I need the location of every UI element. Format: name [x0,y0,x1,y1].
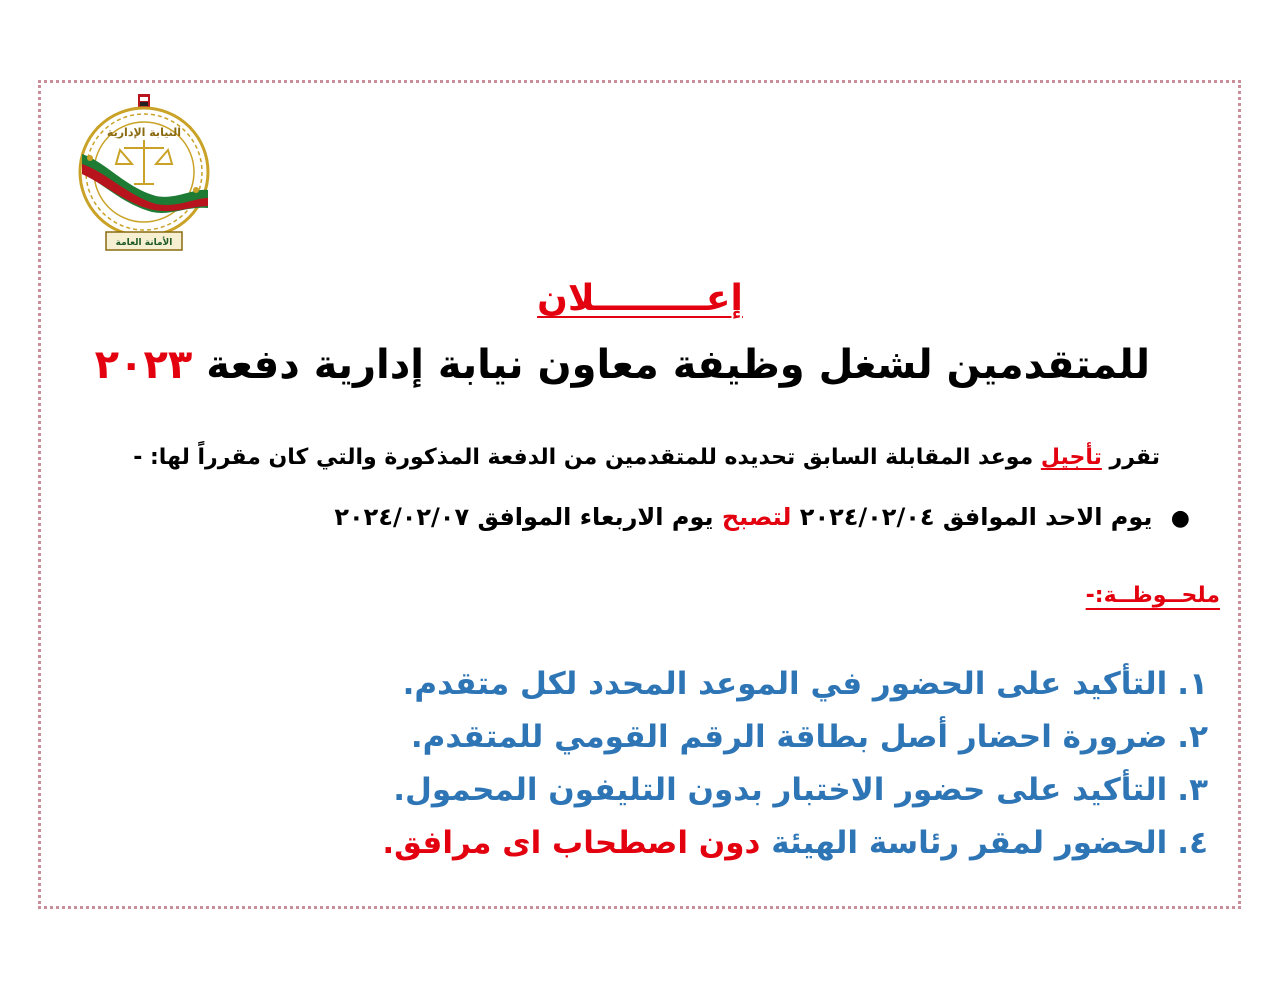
note-text: التأكيد على الحضور في الموعد المحدد لكل متقدم. [402,666,1168,702]
list-item [382,817,1208,870]
decision-rest: موعد المقابلة السابق تحديده للمتقدمين من الدفعة المذكورة والتي كان مقرراً لها: - [133,445,1034,470]
note-number: ٤. [1177,825,1208,861]
schedule-new-date: يوم الاربعاء الموافق ٢٠٢٤/٠٢/٠٧ [334,503,714,531]
title-main: للمتقدمين لشغل وظيفة معاون نيابة إدارية دفعة [206,342,1150,388]
schedule-change [334,503,1190,531]
list-item [382,658,1208,711]
notes-list [382,658,1208,870]
emblem-seal-icon [76,92,212,252]
page-title [94,342,1150,388]
emblem-bottom-text: الأمانة العامة [115,238,173,248]
decision-keyword: تأجيل [1040,445,1102,470]
decision-prefix: تقرر [1109,445,1160,470]
note-number: ٣. [1177,772,1208,808]
administrative-prosecution-emblem [76,92,212,252]
schedule-old-date: يوم الاحد الموافق ٢٠٢٤/٠٢/٠٤ [799,503,1153,531]
decision-statement [133,445,1160,470]
note-text: التأكيد على حضور الاختبار بدون التليفون المحمول. [393,772,1168,808]
bullet-icon: ● [1170,506,1190,531]
note-text: ضرورة احضار أصل بطاقة الرقم القومي للمتقدم. [410,719,1168,755]
title-year: ٢٠٢٣ [94,342,193,388]
note-number: ١. [1177,666,1208,702]
schedule-keyword: لتصبح [721,503,792,531]
announcement-heading: إعـــــــــلان [537,278,743,319]
list-item [382,764,1208,817]
list-item [382,711,1208,764]
notes-heading: ملحــوظــة:- [1085,583,1220,608]
note-emphasis: دون اصطحاب اى مرافق. [382,825,761,861]
emblem-top-text: النيابة الإدارية [106,126,182,139]
note-text: الحضور لمقر رئاسة الهيئة [771,825,1168,861]
note-number: ٢. [1177,719,1208,755]
